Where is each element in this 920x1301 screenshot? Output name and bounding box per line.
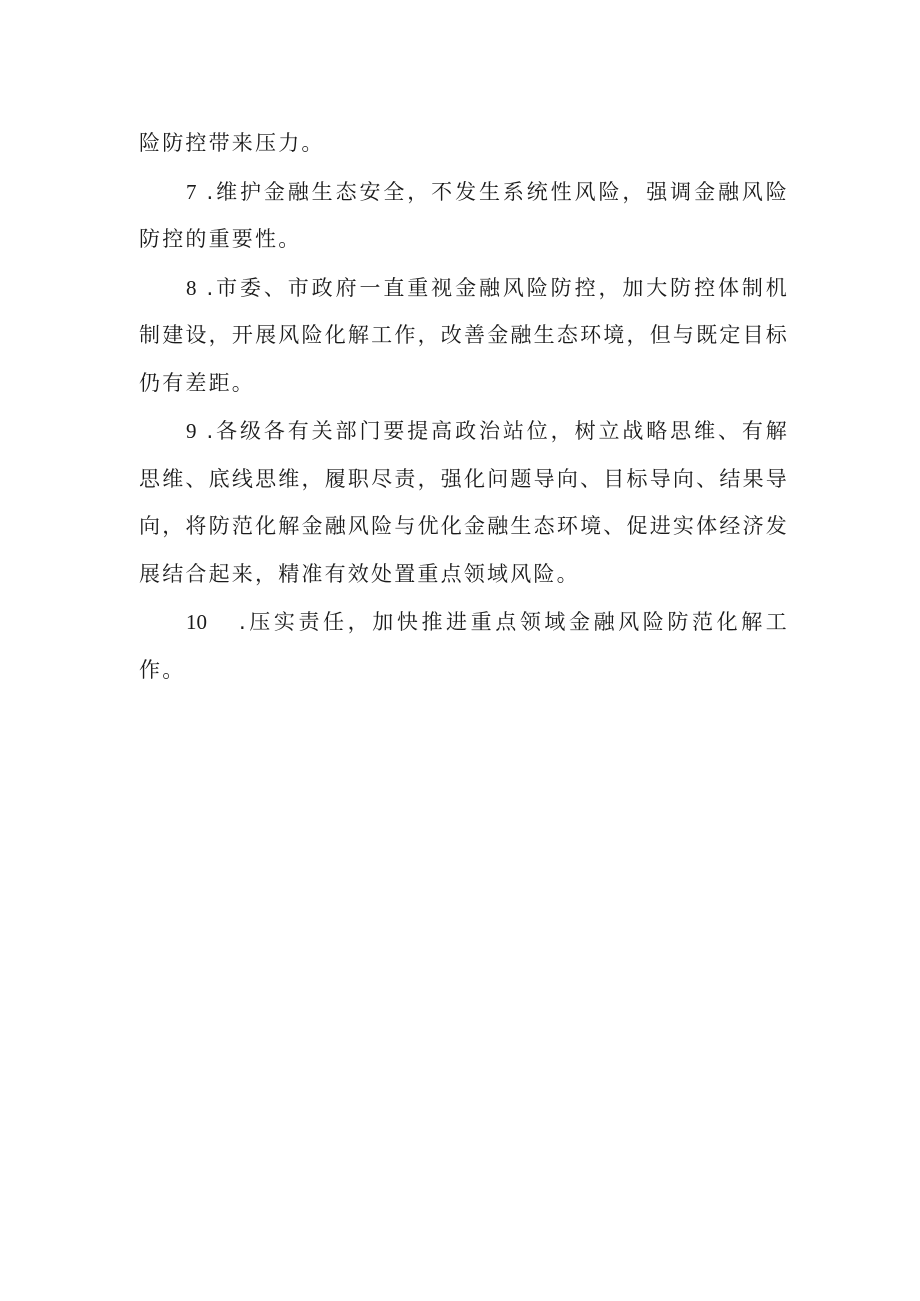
list-item-8 [139, 265, 789, 408]
item-number: 8 [186, 275, 197, 300]
item-number: 9 [186, 419, 197, 443]
paragraph-text: .各级各有关部门要提高政治站位，树立战略思维、有解思维、底线思维，履职尽责，强化问题导向、目标导向、结果导向，将防范化解金融风险与优化金融生态环境、促进实体经济发展结合起来，精准有效处置重点领域风险。 [139, 419, 789, 586]
paragraph-text: .压实责任，加快推进重点领域金融风险防范化解工作。 [139, 610, 789, 682]
list-item-10 [139, 599, 789, 694]
paragraph-continuation [139, 120, 789, 168]
item-number: 10 [186, 610, 207, 634]
document-body [139, 120, 789, 695]
list-item-7 [139, 169, 789, 264]
paragraph-text: .市委、市政府一直重视金融风险防控，加大防控体制机制建设，开展风险化解工作，改善金融生态环境，但与既定目标仍有差距。 [139, 275, 789, 395]
paragraph-text: .维护金融生态安全，不发生系统性风险，强调金融风险防控的重要性。 [139, 179, 789, 251]
item-number: 7 [186, 179, 197, 204]
paragraph-text: 险防控带来压力。 [139, 131, 325, 155]
list-item-9 [139, 408, 789, 598]
